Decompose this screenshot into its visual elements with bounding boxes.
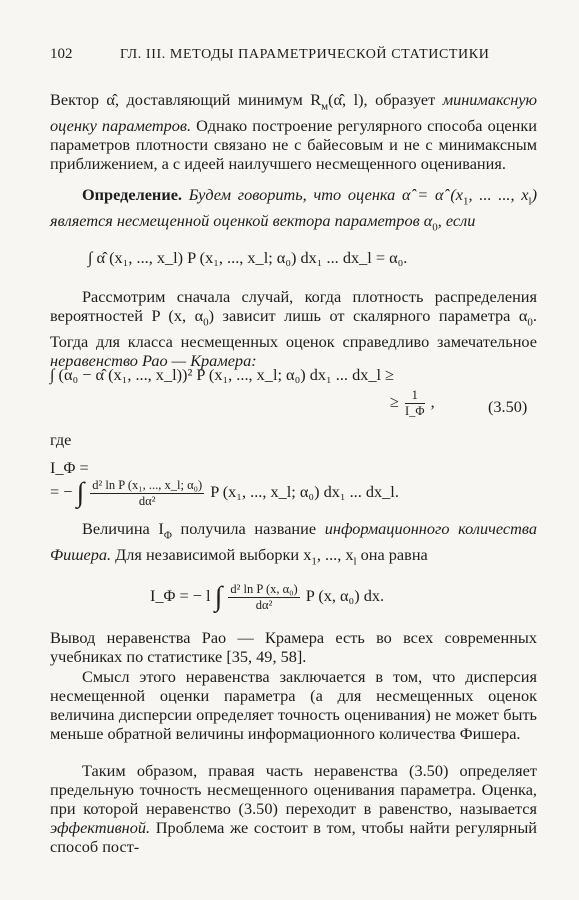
- formula-rao-cramer-rhs: $\frac{1}{I\_\Phi}$: [405, 388, 425, 418]
- formula-fisher-independent-tail: P (x, α₀) dx.: [305, 586, 385, 606]
- definition-run: , ... ..., x: [468, 185, 529, 204]
- para2-run: ) зависит лишь от скалярного параметра α: [208, 306, 528, 325]
- definition-run: Будем говорить, что оценка α̂ = α̂ (x: [182, 185, 463, 204]
- para2-run: 0: [527, 316, 533, 329]
- definition-run: , если: [437, 211, 476, 231]
- formula-fisher-fraction: $\frac{\text{d² ln P (x₁, ..., x\_l; α₀)}}{\text{dα²}}$: [92, 478, 203, 508]
- para3-run: информационного количества Фишера.: [50, 519, 537, 565]
- formula-fisher-independent: I_Φ = − l ∫ $\frac{\text{d² ln P (x, α₀)}}{\text{dα²}}$ P (x, α₀) dx.: [150, 581, 385, 613]
- para1-run: минимаксную оценку параметров.: [50, 90, 537, 136]
- para3-run: l: [353, 555, 357, 568]
- para4-run: Вывод неравенства Рао — Крамера есть во всех современных учебниках по статистике [35, 49, 58].: [50, 628, 537, 666]
- running-title: ГЛ. III. МЕТОДЫ ПАРАМЕТРИЧЕСКОЙ СТАТИСТИКИ: [120, 47, 490, 62]
- definition-run: 0: [432, 221, 438, 234]
- paragraph-rao-cramer-intro: [50, 287, 537, 370]
- formula-rao-cramer-line1: [50, 365, 394, 385]
- where-label: где: [50, 430, 72, 449]
- paragraph-efficient-estimate: [50, 761, 537, 856]
- para2-run: 0: [203, 316, 209, 329]
- para3-run: , ..., x: [316, 545, 354, 565]
- formula-fisher-tail: P (x₁, ..., x_l; α₀) dx₁ ... dx_l.: [210, 482, 399, 502]
- para3-run: 1: [311, 555, 317, 568]
- formula-fisher-independent-lhs: I_Φ = − l: [150, 586, 211, 606]
- para5-run: Смысл этого неравенства заключается в том, что дисперсия несмещенной оценки параметра (а для несмещенных оценок величина дисперсии определяет точность оценивания) не может быть меньше обратной величины информационного количества Фишера.: [50, 667, 537, 743]
- para2-run: Рассмотрим сначала случай, когда плотность распределения вероятностей P (x, α: [50, 287, 537, 325]
- para3-run: Φ: [163, 529, 172, 542]
- para1-run: Однако построение регулярного способа оценки параметров плотности связано не с байесовым и не с минимаксным приближением, а с идеей наилучшего несмещенного оценивания.: [50, 116, 537, 174]
- para6-run: Проблема же состоит в том, чтобы найти регулярный способ пост-: [50, 818, 537, 856]
- formula-unbiased-text: ∫ α̂ (x₁, ..., x_l) P (x₁, ..., x_l; α₀) dx₁ ... dx_l = α₀.: [88, 248, 408, 267]
- para3-run: получила название: [171, 519, 325, 538]
- paragraph-derivation: [50, 628, 537, 666]
- para1-run: Вектор α̂, доставляющий минимум R: [50, 90, 322, 109]
- paragraph-minimax: [50, 90, 537, 173]
- para6-run: эффективной.: [50, 818, 151, 837]
- definition-run: Определение.: [82, 185, 182, 204]
- paragraph-meaning: [50, 667, 537, 743]
- definition-run: l: [528, 195, 532, 208]
- paragraph-fisher-information: [50, 519, 537, 572]
- formula-rao-cramer-lhs: ∫ (α₀ − α̂ (x₁, ..., x_l))² P (x₁, ..., x_l; α₀) dx₁ ... dx_l ≥: [50, 365, 395, 384]
- running-header: [50, 46, 539, 63]
- para3-run: Величина I: [82, 519, 164, 538]
- formula-unbiased: [88, 248, 407, 268]
- para3-run: Для независимой выборки x: [111, 545, 312, 565]
- para1-run: м: [321, 100, 329, 113]
- formula-fisher-independent-fraction: $\frac{\text{d² ln P (x, α₀)}}{\text{dα²}}$: [230, 582, 298, 612]
- para1-run: (α̂, l), образует: [328, 90, 443, 109]
- definition-paragraph: [50, 185, 537, 238]
- para2-run: неравенство Рао — Крамера:: [50, 351, 257, 371]
- para2-run: . Тогда для класса несмещенных оценок справедливо замечательное: [50, 306, 537, 352]
- para3-run: она равна: [356, 545, 428, 565]
- page-number: 102: [50, 46, 73, 62]
- formula-rao-cramer-line2: ≥ $\frac{1}{I\_\Phi}$ ,: [390, 388, 435, 418]
- para6-run: Таким образом, правая часть неравенства (3.50) определяет предельную точность несмещенного оценивания параметра. Оценка, при которой неравенство (3.50) переходит в равенство, называется: [50, 761, 537, 818]
- definition-run: 1: [462, 195, 469, 208]
- equation-label: (3.50): [488, 397, 528, 416]
- definition-run: ) является несмещенной оценкой вектора параметров α: [50, 185, 538, 231]
- formula-fisher-lhs: I_Φ =: [50, 458, 89, 477]
- formula-fisher: = − ∫ $\frac{\text{d² ln P (x₁, ..., x\_l; α₀)}}{\text{dα²}}$ P (x₁, ..., x_l; α₀) dx₁ ... dx_l.: [50, 477, 399, 509]
